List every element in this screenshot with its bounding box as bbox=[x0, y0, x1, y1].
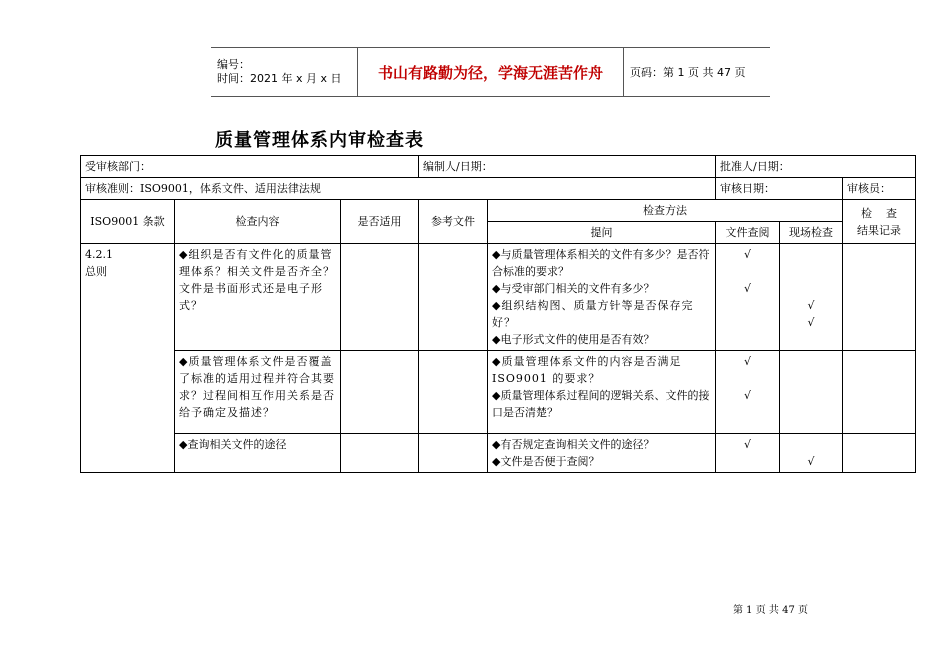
row-questions bbox=[488, 351, 716, 434]
table-row bbox=[81, 434, 916, 473]
col-clause: ISO9001 条款 bbox=[81, 200, 175, 244]
clause-number: 4.2.1 bbox=[85, 248, 113, 261]
row-result bbox=[843, 351, 916, 434]
page-title: 质量管理体系内审检查表 bbox=[215, 130, 424, 151]
row-doc-checks bbox=[716, 434, 780, 473]
clause-name: 总则 bbox=[85, 265, 107, 278]
check-mark bbox=[720, 314, 775, 331]
check-mark: √ bbox=[743, 438, 751, 451]
checklist-table bbox=[80, 155, 916, 473]
time-label: 时间：2021 年 x 月 x 日 bbox=[217, 72, 342, 85]
check-mark bbox=[784, 263, 838, 280]
row-ref-docs bbox=[419, 351, 488, 434]
row-site-checks bbox=[780, 351, 843, 434]
question-item: ◆与质量管理体系相关的文件有多少？是否符合标准的要求？ bbox=[492, 248, 710, 278]
question-item: ◆文件是否便于查阅？ bbox=[492, 455, 600, 468]
row-doc-checks bbox=[716, 244, 780, 351]
col-applicable: 是否适用 bbox=[341, 200, 419, 244]
question-item: ◆电子形式文件的使用是否有效？ bbox=[492, 333, 655, 346]
audit-date: 审核日期： bbox=[716, 178, 843, 200]
page-label: 页码：第 1 页 共 47 页 bbox=[624, 48, 771, 97]
check-mark bbox=[784, 280, 838, 297]
check-mark bbox=[784, 246, 838, 263]
motto: 书山有路勤为径，学海无涯苦作舟 bbox=[358, 48, 624, 97]
question-item: ◆与受审部门相关的文件有多少？ bbox=[492, 282, 655, 295]
col-site-check: 现场检查 bbox=[780, 222, 843, 244]
check-mark bbox=[720, 370, 775, 387]
check-mark bbox=[720, 404, 775, 421]
col-doc-review: 文件查阅 bbox=[716, 222, 780, 244]
question-item: ◆有否规定查询相关文件的途径？ bbox=[492, 438, 655, 451]
check-mark: √ bbox=[743, 389, 751, 402]
column-header-row-1 bbox=[81, 200, 916, 222]
row-applicable bbox=[341, 351, 419, 434]
check-mark bbox=[784, 331, 838, 348]
prepared-by: 编制人/日期： bbox=[419, 156, 716, 178]
row-result bbox=[843, 434, 916, 473]
question-item: ◆组织结构图、质量方针等是否保存完好？ bbox=[492, 299, 694, 329]
table-row bbox=[81, 351, 916, 434]
check-mark bbox=[784, 436, 838, 453]
row-questions bbox=[488, 434, 716, 473]
row-ref-docs bbox=[419, 434, 488, 473]
check-mark: √ bbox=[807, 455, 815, 468]
check-mark: √ bbox=[807, 299, 815, 312]
col-result-bottom: 结果记录 bbox=[857, 223, 901, 237]
check-mark bbox=[720, 263, 775, 280]
approved-by: 批准人/日期： bbox=[716, 156, 916, 178]
col-result-top: 检 查 bbox=[861, 206, 897, 220]
question-item: ◆质量管理体系文件的内容是否满足 ISO9001 的要求？ bbox=[492, 355, 682, 385]
table-row bbox=[81, 244, 916, 351]
clause-cell bbox=[81, 244, 175, 473]
check-mark bbox=[720, 297, 775, 314]
row-content: ◆质量管理体系文件是否覆盖了标准的适用过程并符合其要求？过程间相互作用关系是否给予确定及描述？ bbox=[175, 351, 341, 434]
check-mark: √ bbox=[743, 282, 751, 295]
col-ref-docs: 参考文件 bbox=[419, 200, 488, 244]
row-content: ◆查询相关文件的途径 bbox=[175, 434, 341, 473]
col-content: 检查内容 bbox=[175, 200, 341, 244]
info-row-2 bbox=[81, 178, 916, 200]
col-method: 检查方法 bbox=[488, 200, 843, 222]
row-ref-docs bbox=[419, 244, 488, 351]
row-applicable bbox=[341, 244, 419, 351]
row-result bbox=[843, 244, 916, 351]
page-footer: 第 1 页 共 47 页 bbox=[733, 605, 808, 616]
question-item: ◆质量管理体系过程间的逻辑关系、文件的接口是否清楚？ bbox=[492, 389, 710, 419]
check-mark: √ bbox=[807, 316, 815, 329]
col-question: 提问 bbox=[488, 222, 716, 244]
row-applicable bbox=[341, 434, 419, 473]
document-header bbox=[211, 47, 770, 97]
header-left-cell bbox=[211, 48, 358, 97]
check-mark bbox=[720, 453, 775, 470]
row-doc-checks bbox=[716, 351, 780, 434]
check-mark bbox=[720, 331, 775, 348]
auditor: 审核员： bbox=[843, 178, 916, 200]
row-site-checks bbox=[780, 434, 843, 473]
row-questions bbox=[488, 244, 716, 351]
check-mark: √ bbox=[743, 248, 751, 261]
col-result bbox=[843, 200, 916, 244]
check-mark: √ bbox=[743, 355, 751, 368]
audit-criteria: 审核准则：ISO9001，体系文件、适用法律法规 bbox=[81, 178, 716, 200]
row-site-checks bbox=[780, 244, 843, 351]
number-label: 编号： bbox=[217, 58, 250, 71]
audited-dept: 受审核部门： bbox=[81, 156, 419, 178]
info-row-1 bbox=[81, 156, 916, 178]
row-content: ◆组织是否有文件化的质量管理体系？相关文件是否齐全？文件是书面形式还是电子形式？ bbox=[175, 244, 341, 351]
